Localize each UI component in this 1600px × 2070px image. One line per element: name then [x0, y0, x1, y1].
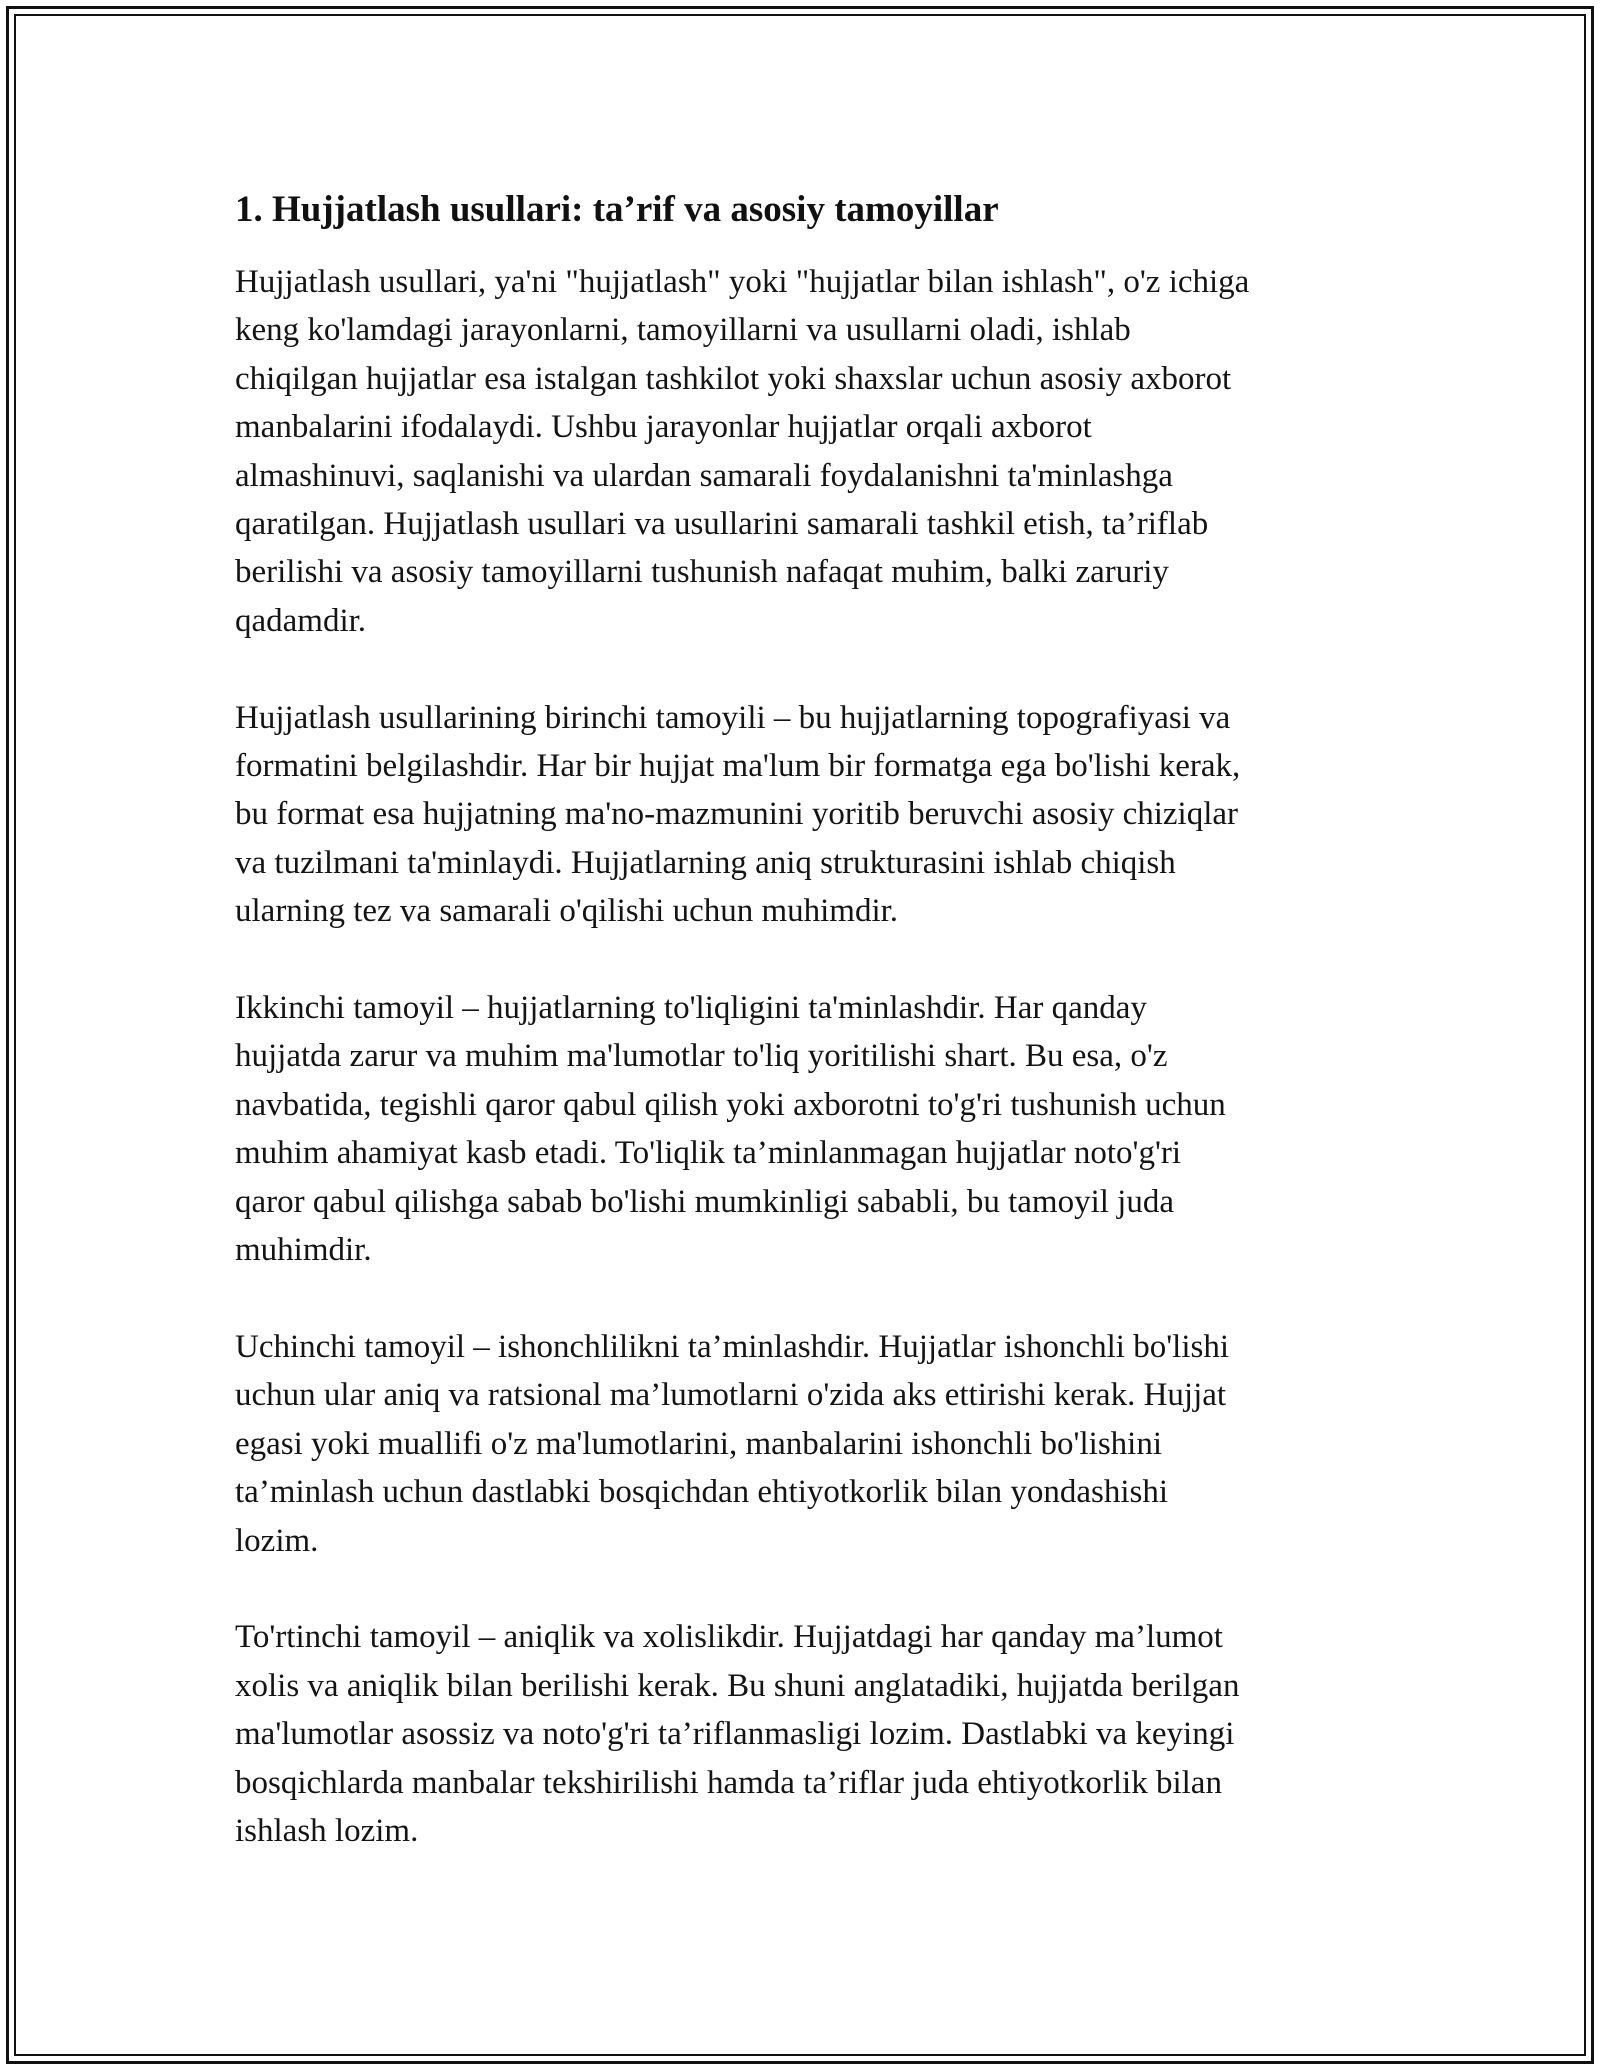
text-line: egasi yoki muallifi o'z ma'lumotlarini, manbalarini ishonchli bo'lishini [235, 1425, 1163, 1462]
paragraph-4 [235, 1323, 1375, 1565]
text-line: To'rtinchi tamoyil – aniqlik va xolislikdir. Hujjatdagi har qanday ma’lumot [235, 1619, 1223, 1656]
text-line: manbalarini ifodalaydi. Ushbu jarayonlar hujjatlar orqali axborot [235, 409, 1092, 446]
text-line: qadamdir. [235, 602, 367, 639]
text-line: qaratilgan. Hujjatlash usullari va usullarini samarali tashkil etish, ta’riflab [235, 506, 1209, 543]
text-line: Ikkinchi tamoyil – hujjatlarning to'liqligini ta'minlashdir. Har qanday [235, 990, 1147, 1027]
paragraph-3 [235, 984, 1375, 1274]
text-line: uchun ular aniq va ratsional ma’lumotlarni o'zida aks ettirishi kerak. Hujjat [235, 1377, 1227, 1414]
text-line: ma'lumotlar asossiz va noto'g'ri ta’riflanmasligi lozim. Dastlabki va keyingi [235, 1716, 1235, 1753]
text-line: ularning tez va samarali o'qilishi uchun muhimdir. [235, 893, 899, 930]
text-line: keng ko'lamdagi jarayonlarni, tamoyillarni va usullarni oladi, ishlab [235, 312, 1131, 349]
paragraph-2 [235, 694, 1375, 936]
text-line: Hujjatlash usullarining birinchi tamoyili – bu hujjatlarning topografiyasi va [235, 699, 1231, 736]
text-line: hujjatda zarur va muhim ma'lumotlar to'liq yoritilishi shart. Bu esa, o'z [235, 1038, 1168, 1075]
text-line: va tuzilmani ta'minlaydi. Hujjatlarning aniq strukturasini ishlab chiqish [235, 844, 1176, 881]
text-line: Uchinchi tamoyil – ishonchlilikni ta’minlashdir. Hujjatlar ishonchli bo'lishi [235, 1328, 1229, 1365]
text-line: muhim ahamiyat kasb etadi. To'liqlik ta’minlanmagan hujjatlar noto'g'ri [235, 1135, 1182, 1172]
text-line: bu format esa hujjatning ma'no-mazmunini yoritib beruvchi asosiy chiziqlar [235, 796, 1239, 833]
text-line: xolis va aniqlik bilan berilishi kerak. Bu shuni anglatadiki, hujjatda berilgan [235, 1667, 1240, 1704]
text-line: qaror qabul qilishga sabab bo'lishi mumkinligi sababli, bu tamoyil juda [235, 1183, 1174, 1220]
text-line: berilishi va asosiy tamoyillarni tushunish nafaqat muhim, balki zaruriy [235, 554, 1169, 591]
text-line: ta’minlash uchun dastlabki bosqichdan ehtiyotkorlik bilan yondashishi [235, 1474, 1169, 1511]
document-page [235, 186, 1375, 1904]
text-line: formatini belgilashdir. Har bir hujjat ma'lum bir formatga ega bo'lishi kerak, [235, 748, 1241, 785]
text-line: chiqilgan hujjatlar esa istalgan tashkilot yoki shaxslar uchun asosiy axborot [235, 360, 1232, 397]
text-line: Hujjatlash usullari, ya'ni "hujjatlash" yoki "hujjatlar bilan ishlash", o'z ichiga [235, 264, 1250, 300]
text-line: muhimdir. [235, 1232, 372, 1269]
section-heading: 1. Hujjatlash usullari: ta’rif va asosiy tamoyillar [235, 189, 999, 230]
text-line: navbatida, tegishli qaror qabul qilish yoki axborotni to'g'ri tushunish uchun [235, 1086, 1226, 1123]
text-line: almashinuvi, saqlanishi va ulardan samarali foydalanishni ta'minlashga [235, 457, 1173, 494]
text-line: lozim. [235, 1522, 319, 1559]
document-body [235, 258, 1375, 1855]
text-line: ishlash lozim. [235, 1812, 419, 1849]
text-line: bosqichlarda manbalar tekshirilishi hamda ta’riflar juda ehtiyotkorlik bilan [235, 1764, 1222, 1801]
paragraph-1 [235, 258, 1375, 645]
paragraph-5 [235, 1613, 1375, 1855]
